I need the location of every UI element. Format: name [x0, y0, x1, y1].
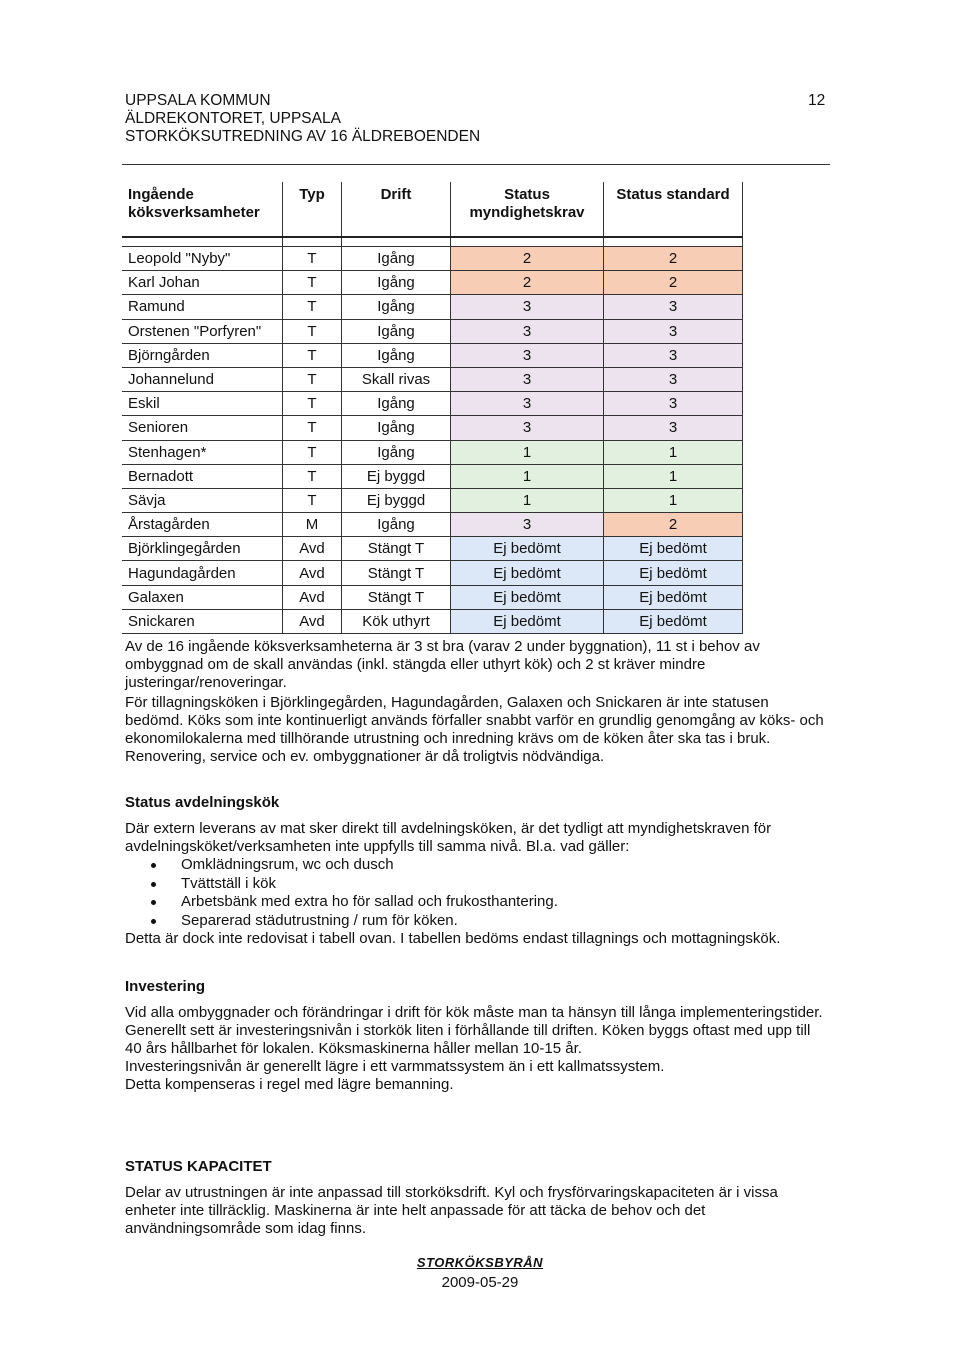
col-header-status — [451, 182, 604, 237]
cell-standard: 3 — [604, 319, 743, 343]
cell-typ: Avd — [283, 537, 342, 561]
cell-status: 3 — [451, 319, 604, 343]
cell-status: 3 — [451, 416, 604, 440]
cell-typ: T — [283, 295, 342, 319]
table-row — [122, 488, 743, 512]
cell-drift: Ej byggd — [342, 488, 451, 512]
section-heading-kapacitet: STATUS KAPACITET — [125, 1158, 272, 1175]
cell-typ: T — [283, 319, 342, 343]
status-table — [122, 182, 743, 634]
cell-name: Karl Johan — [122, 271, 283, 295]
table-row — [122, 343, 743, 367]
section-heading-avdelningskok: Status avdelningskök — [125, 794, 280, 811]
bullet-icon — [151, 863, 156, 868]
cell-standard: 1 — [604, 440, 743, 464]
investering-section — [125, 1004, 825, 1094]
cell-status: 3 — [451, 343, 604, 367]
list-item-text: Omklädningsrum, wc och dusch — [181, 856, 394, 873]
cell-drift: Igång — [342, 343, 451, 367]
avdelningskok-bullet-list — [125, 856, 825, 930]
cell-standard: Ej bedömt — [604, 585, 743, 609]
table-row — [122, 416, 743, 440]
cell-standard: 2 — [604, 247, 743, 271]
cell-typ: T — [283, 440, 342, 464]
cell-status: 2 — [451, 247, 604, 271]
col-header-name — [122, 182, 283, 237]
cell-standard: Ej bedömt — [604, 609, 743, 633]
page-number: 12 — [808, 92, 826, 109]
cell-status: Ej bedömt — [451, 537, 604, 561]
cell-status: 1 — [451, 464, 604, 488]
cell-drift: Igång — [342, 295, 451, 319]
kapacitet-paragraph-1: Delar av utrustningen är inte anpassad till storköksdrift. Kyl och frysförvaringskapaciteten är i vissa enheter inte tillräcklig. Maskinerna är inte helt anpassade för att täcka de behov och det användningsområde som idag finns. — [125, 1184, 778, 1237]
table-row — [122, 513, 743, 537]
list-item — [151, 856, 825, 875]
cell-drift: Ej byggd — [342, 464, 451, 488]
cell-name: Björngården — [122, 343, 283, 367]
footer-stamp — [400, 1255, 560, 1291]
cell-standard: 3 — [604, 392, 743, 416]
cell-drift: Kök uthyrt — [342, 609, 451, 633]
cell-status: Ej bedömt — [451, 561, 604, 585]
avdelningskok-outro: Detta är dock inte redovisat i tabell ovan. I tabellen bedöms endast tillagnings och mottagningskök. — [125, 930, 781, 947]
cell-drift: Skall rivas — [342, 367, 451, 391]
cell-standard: 1 — [604, 488, 743, 512]
cell-typ: T — [283, 464, 342, 488]
cell-drift: Igång — [342, 247, 451, 271]
cell-status: 1 — [451, 440, 604, 464]
header-line-1: UPPSALA KOMMUN — [125, 92, 271, 109]
cell-typ: M — [283, 513, 342, 537]
cell-standard: 2 — [604, 513, 743, 537]
cell-name: Galaxen — [122, 585, 283, 609]
table-row — [122, 561, 743, 585]
cell-status: 3 — [451, 367, 604, 391]
bullet-icon — [151, 919, 156, 924]
header-rule — [122, 164, 830, 165]
cell-typ: T — [283, 367, 342, 391]
cell-drift: Igång — [342, 392, 451, 416]
table-row — [122, 295, 743, 319]
table-row — [122, 271, 743, 295]
cell-name: Bernadott — [122, 464, 283, 488]
avdelningskok-section — [125, 820, 825, 948]
col-header-drift: Drift — [342, 182, 451, 237]
summary-paragraph-1: Av de 16 ingående köksverksamheterna är 3 st bra (varav 2 under byggnation), 11 st i behov av ombyggnad om de skall användas (inkl. stängda eller uthyrt kök) och 2 st kräver mindre justeringar/renoveringar. — [125, 638, 760, 691]
cell-status: Ej bedömt — [451, 585, 604, 609]
table-header-row — [122, 182, 743, 237]
list-item — [151, 912, 825, 931]
table-row — [122, 440, 743, 464]
summary-paragraph-2: För tillagningsköken i Björklingegården, Hagundagården, Galaxen och Snickaren är inte statusen bedömd. Köks som inte kontinuerligt används förfaller snabbt varför en grundlig genomgång av köks- och ekonomilokalerna med tillhörande utrustning och inredning krävs om de köken åter ska tas i bruk. Renovering, service och ev. ombyggnationer är då troligtvis nödvändiga. — [125, 694, 824, 765]
cell-status: 3 — [451, 295, 604, 319]
signature: STORKÖKSBYRÅN — [416, 1255, 544, 1270]
cell-status: 1 — [451, 488, 604, 512]
cell-standard: 3 — [604, 367, 743, 391]
table-row — [122, 319, 743, 343]
header-line-3: STORKÖKSUTREDNING AV 16 ÄLDREBOENDEN — [125, 128, 481, 145]
table-spacer-row — [122, 237, 743, 247]
cell-standard: 3 — [604, 295, 743, 319]
cell-name: Leopold "Nyby" — [122, 247, 283, 271]
cell-drift: Igång — [342, 271, 451, 295]
table-row — [122, 392, 743, 416]
header-line-2: ÄLDREKONTORET, UPPSALA — [125, 110, 341, 127]
table-row — [122, 464, 743, 488]
list-item-text: Tvättställ i kök — [181, 874, 277, 892]
cell-drift: Igång — [342, 513, 451, 537]
footer-date: 2009-05-29 — [441, 1274, 519, 1291]
cell-typ: T — [283, 488, 342, 512]
cell-typ: Avd — [283, 561, 342, 585]
cell-name: Senioren — [122, 416, 283, 440]
investering-paragraph-4: Detta kompenseras i regel med lägre bemanning. — [125, 1076, 454, 1093]
cell-name: Stenhagen* — [122, 440, 283, 464]
table-row — [122, 367, 743, 391]
col-header-status-line-1: Status — [504, 186, 550, 203]
cell-typ: Avd — [283, 585, 342, 609]
investering-paragraph-3: Investeringsnivån är generellt lägre i ett varmmatssystem än i ett kallmatssystem. — [125, 1058, 665, 1075]
table-row — [122, 585, 743, 609]
document-header — [125, 92, 480, 146]
investering-paragraph-2: Generellt sett är investeringsnivån i storkök liten i förhållande till driften. Köken byggs oftast med upp till 40 års hållbarhet för lokalen. Köksmaskinerna håller mellan 10-15 år. — [125, 1022, 811, 1057]
list-item — [151, 875, 825, 894]
list-item-text: Arbetsbänk med extra ho för sallad och frukosthantering. — [181, 893, 558, 910]
cell-name: Orstenen "Porfyren" — [122, 319, 283, 343]
cell-standard: 3 — [604, 343, 743, 367]
cell-typ: T — [283, 271, 342, 295]
cell-standard: 2 — [604, 271, 743, 295]
cell-name: Björklingegården — [122, 537, 283, 561]
cell-standard: 3 — [604, 416, 743, 440]
col-header-name-line-2: köksverksamheter — [128, 204, 260, 221]
cell-typ: T — [283, 343, 342, 367]
investering-paragraph-1: Vid alla ombyggnader och förändringar i drift för kök måste man ta hänsyn till långa implementeringstider. — [125, 1004, 823, 1021]
cell-typ: T — [283, 416, 342, 440]
cell-drift: Igång — [342, 416, 451, 440]
cell-status: 3 — [451, 392, 604, 416]
list-item — [151, 893, 825, 912]
cell-drift: Stängt T — [342, 561, 451, 585]
avdelningskok-intro: Där extern leverans av mat sker direkt till avdelningsköken, är det tydligt att myndighetskraven för avdelningsköket/verksamheten inte uppfylls till samma nivå. Bl.a. vad gäller: — [125, 820, 772, 855]
cell-drift: Stängt T — [342, 537, 451, 561]
col-header-typ: Typ — [283, 182, 342, 237]
cell-standard: Ej bedömt — [604, 561, 743, 585]
list-item-text: Separerad städutrustning / rum för köken. — [181, 911, 458, 929]
cell-drift: Stängt T — [342, 585, 451, 609]
cell-status: 3 — [451, 513, 604, 537]
cell-name: Årstagården — [122, 513, 283, 537]
cell-name: Ramund — [122, 295, 283, 319]
bullet-icon — [151, 882, 156, 887]
cell-name: Johannelund — [122, 367, 283, 391]
col-header-standard: Status standard — [604, 182, 743, 237]
table-row — [122, 247, 743, 271]
cell-drift: Igång — [342, 319, 451, 343]
cell-name: Sävja — [122, 488, 283, 512]
cell-typ: Avd — [283, 609, 342, 633]
table-row — [122, 537, 743, 561]
cell-standard: Ej bedömt — [604, 537, 743, 561]
cell-typ: T — [283, 392, 342, 416]
table-body — [122, 237, 743, 634]
cell-typ: T — [283, 247, 342, 271]
section-heading-investering: Investering — [125, 978, 206, 995]
cell-name: Eskil — [122, 392, 283, 416]
col-header-name-line-1: Ingående — [128, 186, 194, 203]
col-header-status-line-2: myndighetskrav — [469, 204, 585, 221]
cell-standard: 1 — [604, 464, 743, 488]
cell-status: 2 — [451, 271, 604, 295]
table-row — [122, 609, 743, 633]
cell-name: Snickaren — [122, 609, 283, 633]
cell-drift: Igång — [342, 440, 451, 464]
bullet-icon — [151, 900, 156, 905]
cell-status: Ej bedömt — [451, 609, 604, 633]
cell-name: Hagundagården — [122, 561, 283, 585]
